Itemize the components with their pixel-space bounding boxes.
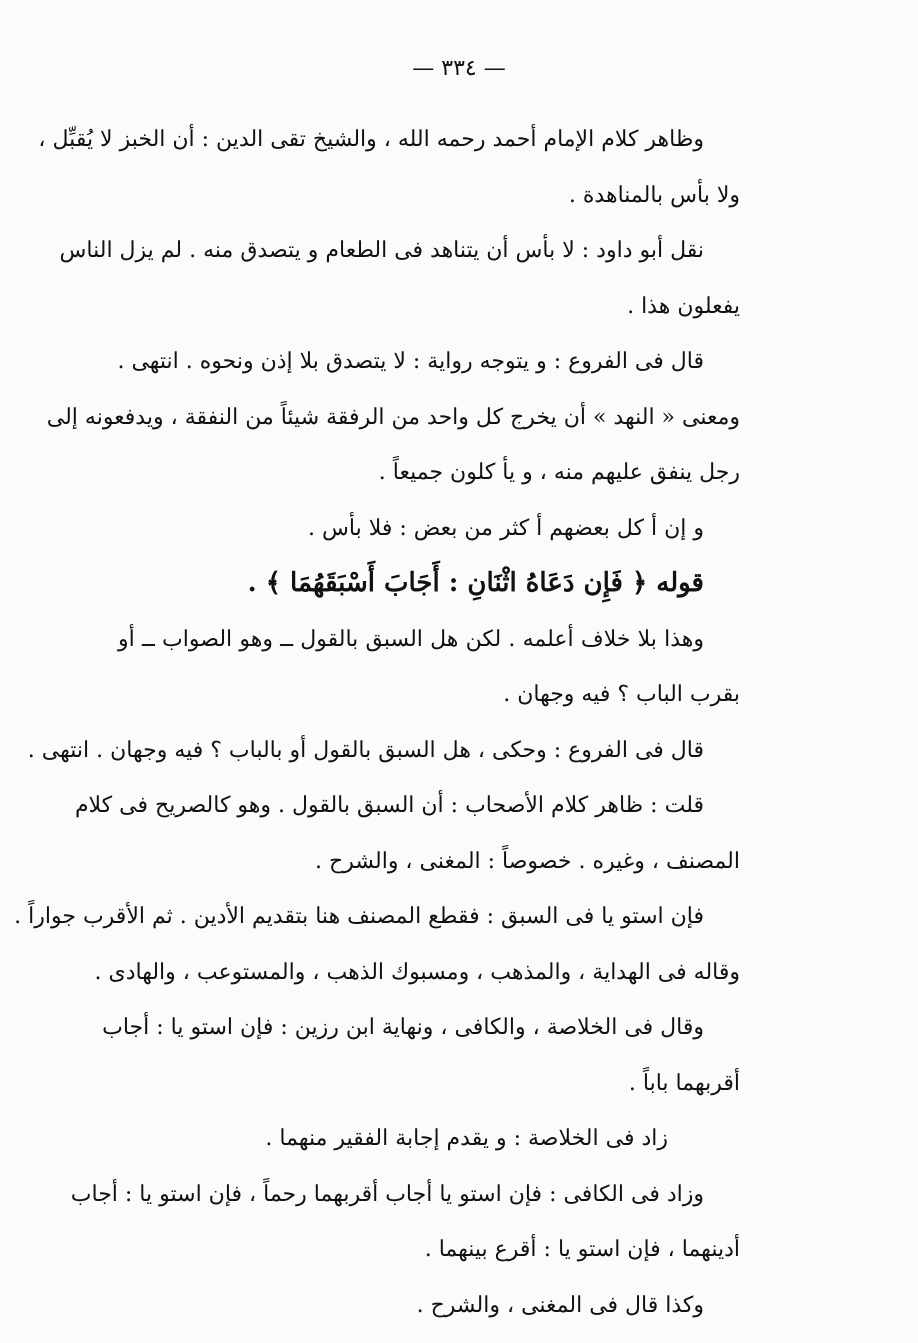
text-line: نقل أبو داود : لا بأس أن يتناهد فى الطعام و يتصدق منه . لم يزل الناس	[59, 238, 704, 263]
text-line: وقاله فى الهداية ، والمذهب ، ومسبوك الذهب ، والمستوعب ، والهادى .	[94, 959, 740, 985]
text-line: قال فى الفروع : وحكى ، هل السبق بالقول أو بالباب ؟ فيه وجهان . انتهى .	[27, 737, 704, 763]
text-line: رجل ينفق عليهم منه ، و يأ كلون جميعاً .	[378, 460, 740, 485]
body-text	[14, 112, 740, 1333]
text-line: أقربهما باباً .	[628, 1070, 740, 1096]
text-line: قال فى الفروع : و يتوجه رواية : لا يتصدق بلا إذن ونحوه . انتهى .	[117, 349, 704, 374]
text-line: وكذا قال فى المغنى ، والشرح .	[416, 1292, 704, 1318]
page-number: — ٣٣٤ —	[412, 56, 506, 81]
text-line: يفعلون هذا .	[627, 293, 740, 319]
text-line: بقرب الباب ؟ فيه وجهان .	[503, 682, 740, 707]
text-line: وقال فى الخلاصة ، والكافى ، ونهاية ابن رزين : فإن استو يا : أجاب	[102, 1015, 704, 1040]
text-line: ولا بأس بالمناهدة .	[568, 182, 740, 208]
text-line: وهذا بلا خلاف أعلمه . لكن هل السبق بالقول ــ وهو الصواب ــ أو	[118, 626, 704, 652]
section-heading: قوله ﴿ فَإِن دَعَاهُ اثْنَانِ : أَجَابَ أَسْبَقَهُمَا ﴾ .	[247, 568, 704, 598]
text-line: وظاهر كلام الإمام أحمد رحمه الله ، والشيخ تقى الدين : أن الخبز لا يُقبِّل ،	[38, 127, 704, 152]
text-line: وزاد فى الكافى : فإن استو يا أجاب أقربهما رحماً ، فإن استو يا : أجاب	[70, 1181, 704, 1207]
text-line: زاد فى الخلاصة : و يقدم إجابة الفقير منهما .	[265, 1126, 668, 1151]
text-line: ومعنى « النهد » أن يخرج كل واحد من الرفقة شيئاً من النفقة ، ويدفعونه إلى	[46, 404, 740, 430]
text-line: أدينهما ، فإن استو يا : أقرع بينهما .	[424, 1237, 740, 1262]
text-line: المصنف ، وغيره . خصوصاً : المغنى ، والشرح .	[315, 848, 740, 874]
text-line: و إن أ كل بعضهم أ كثر من بعض : فلا بأس .	[308, 515, 704, 541]
text-line: فإن استو يا فى السبق : فقطع المصنف هنا بتقديم الأدين . ثم الأقرب جواراً .	[14, 904, 704, 929]
text-line: قلت : ظاهر كلام الأصحاب : أن السبق بالقول . وهو كالصريح فى كلام	[74, 793, 704, 818]
